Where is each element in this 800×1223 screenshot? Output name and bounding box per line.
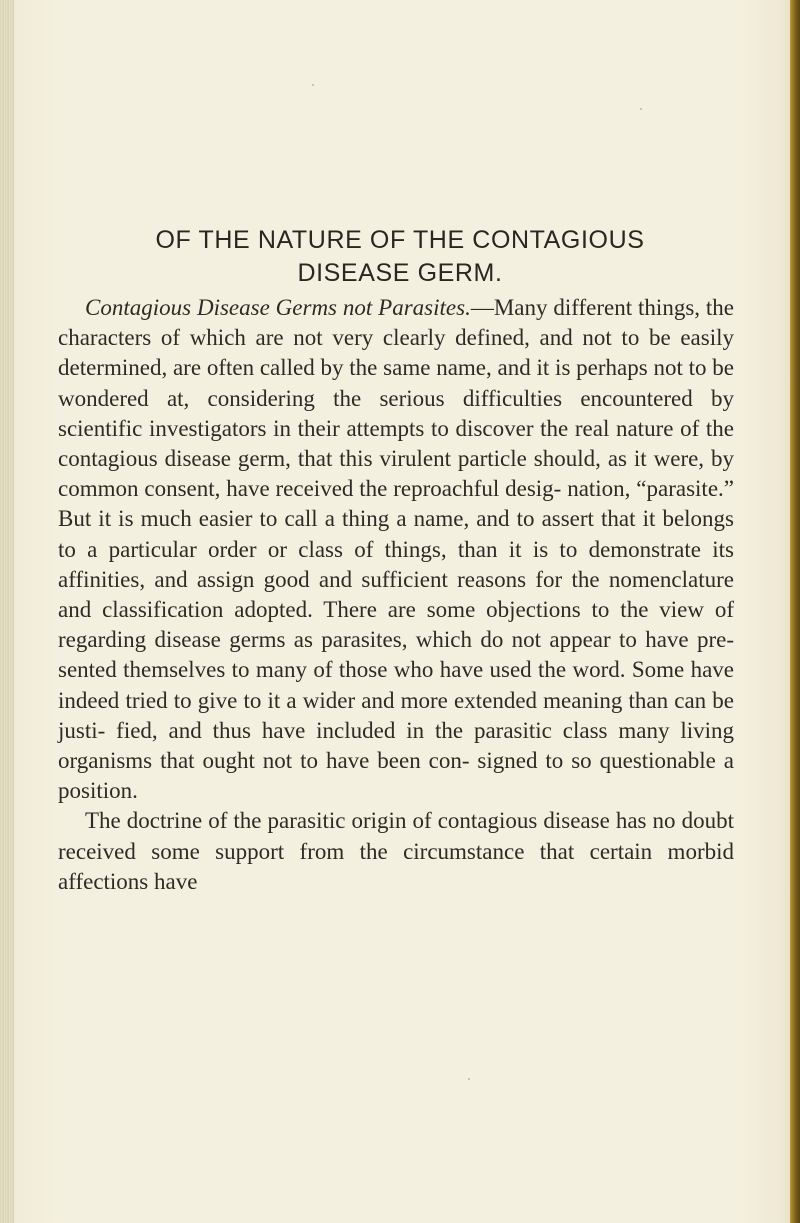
paper-speck bbox=[468, 1078, 470, 1080]
paragraph-1 bbox=[58, 293, 734, 806]
page-gilt-edge bbox=[790, 0, 800, 1223]
body-text bbox=[58, 293, 734, 897]
paragraph-2-text: The doctrine of the parasitic origin of contagious disease has no doubt received some support from the circumstance that certain morbid affections have bbox=[58, 808, 734, 894]
paper-speck bbox=[640, 108, 642, 110]
chapter-heading bbox=[60, 224, 740, 290]
chapter-heading-line1: OF THE NATURE OF THE CONTAGIOUS bbox=[155, 226, 645, 254]
paragraph-1-text: —Many different things, the characters of which are not very clearly defined, and not to be easily determined, are often called by the same name, and it is perhaps not to be wondered at, considering the serious difficulties encountered by scientific investigators in their attempts to discover the real nature of the contagious disease germ, that this virulent particle should, as it were, by common consent, have received the reproachful desig- nation, “parasite.” But it is much easier to call a thing a name, and to assert that it belongs to a particular order or class of things, than it is to demonstrate its affinities, and assign good and sufficient reasons for the nomenclature and classification adopted. There are some objections to the view of regarding disease germs as parasites, which do not appear to have pre- sented themselves to many of those who have used the word. Some have indeed tried to give to it a wider and more extended meaning than can be justi- fied, and thus have included in the parasitic class many living organisms that ought not to have been con- signed to so questionable a position. bbox=[58, 295, 735, 804]
page-binding-edge bbox=[0, 0, 14, 1223]
paper-speck bbox=[312, 84, 314, 86]
chapter-heading-line2: DISEASE GERM. bbox=[297, 259, 503, 287]
paragraph-2 bbox=[58, 806, 734, 897]
run-in-heading: Contagious Disease Germs not Parasites. bbox=[85, 295, 471, 320]
